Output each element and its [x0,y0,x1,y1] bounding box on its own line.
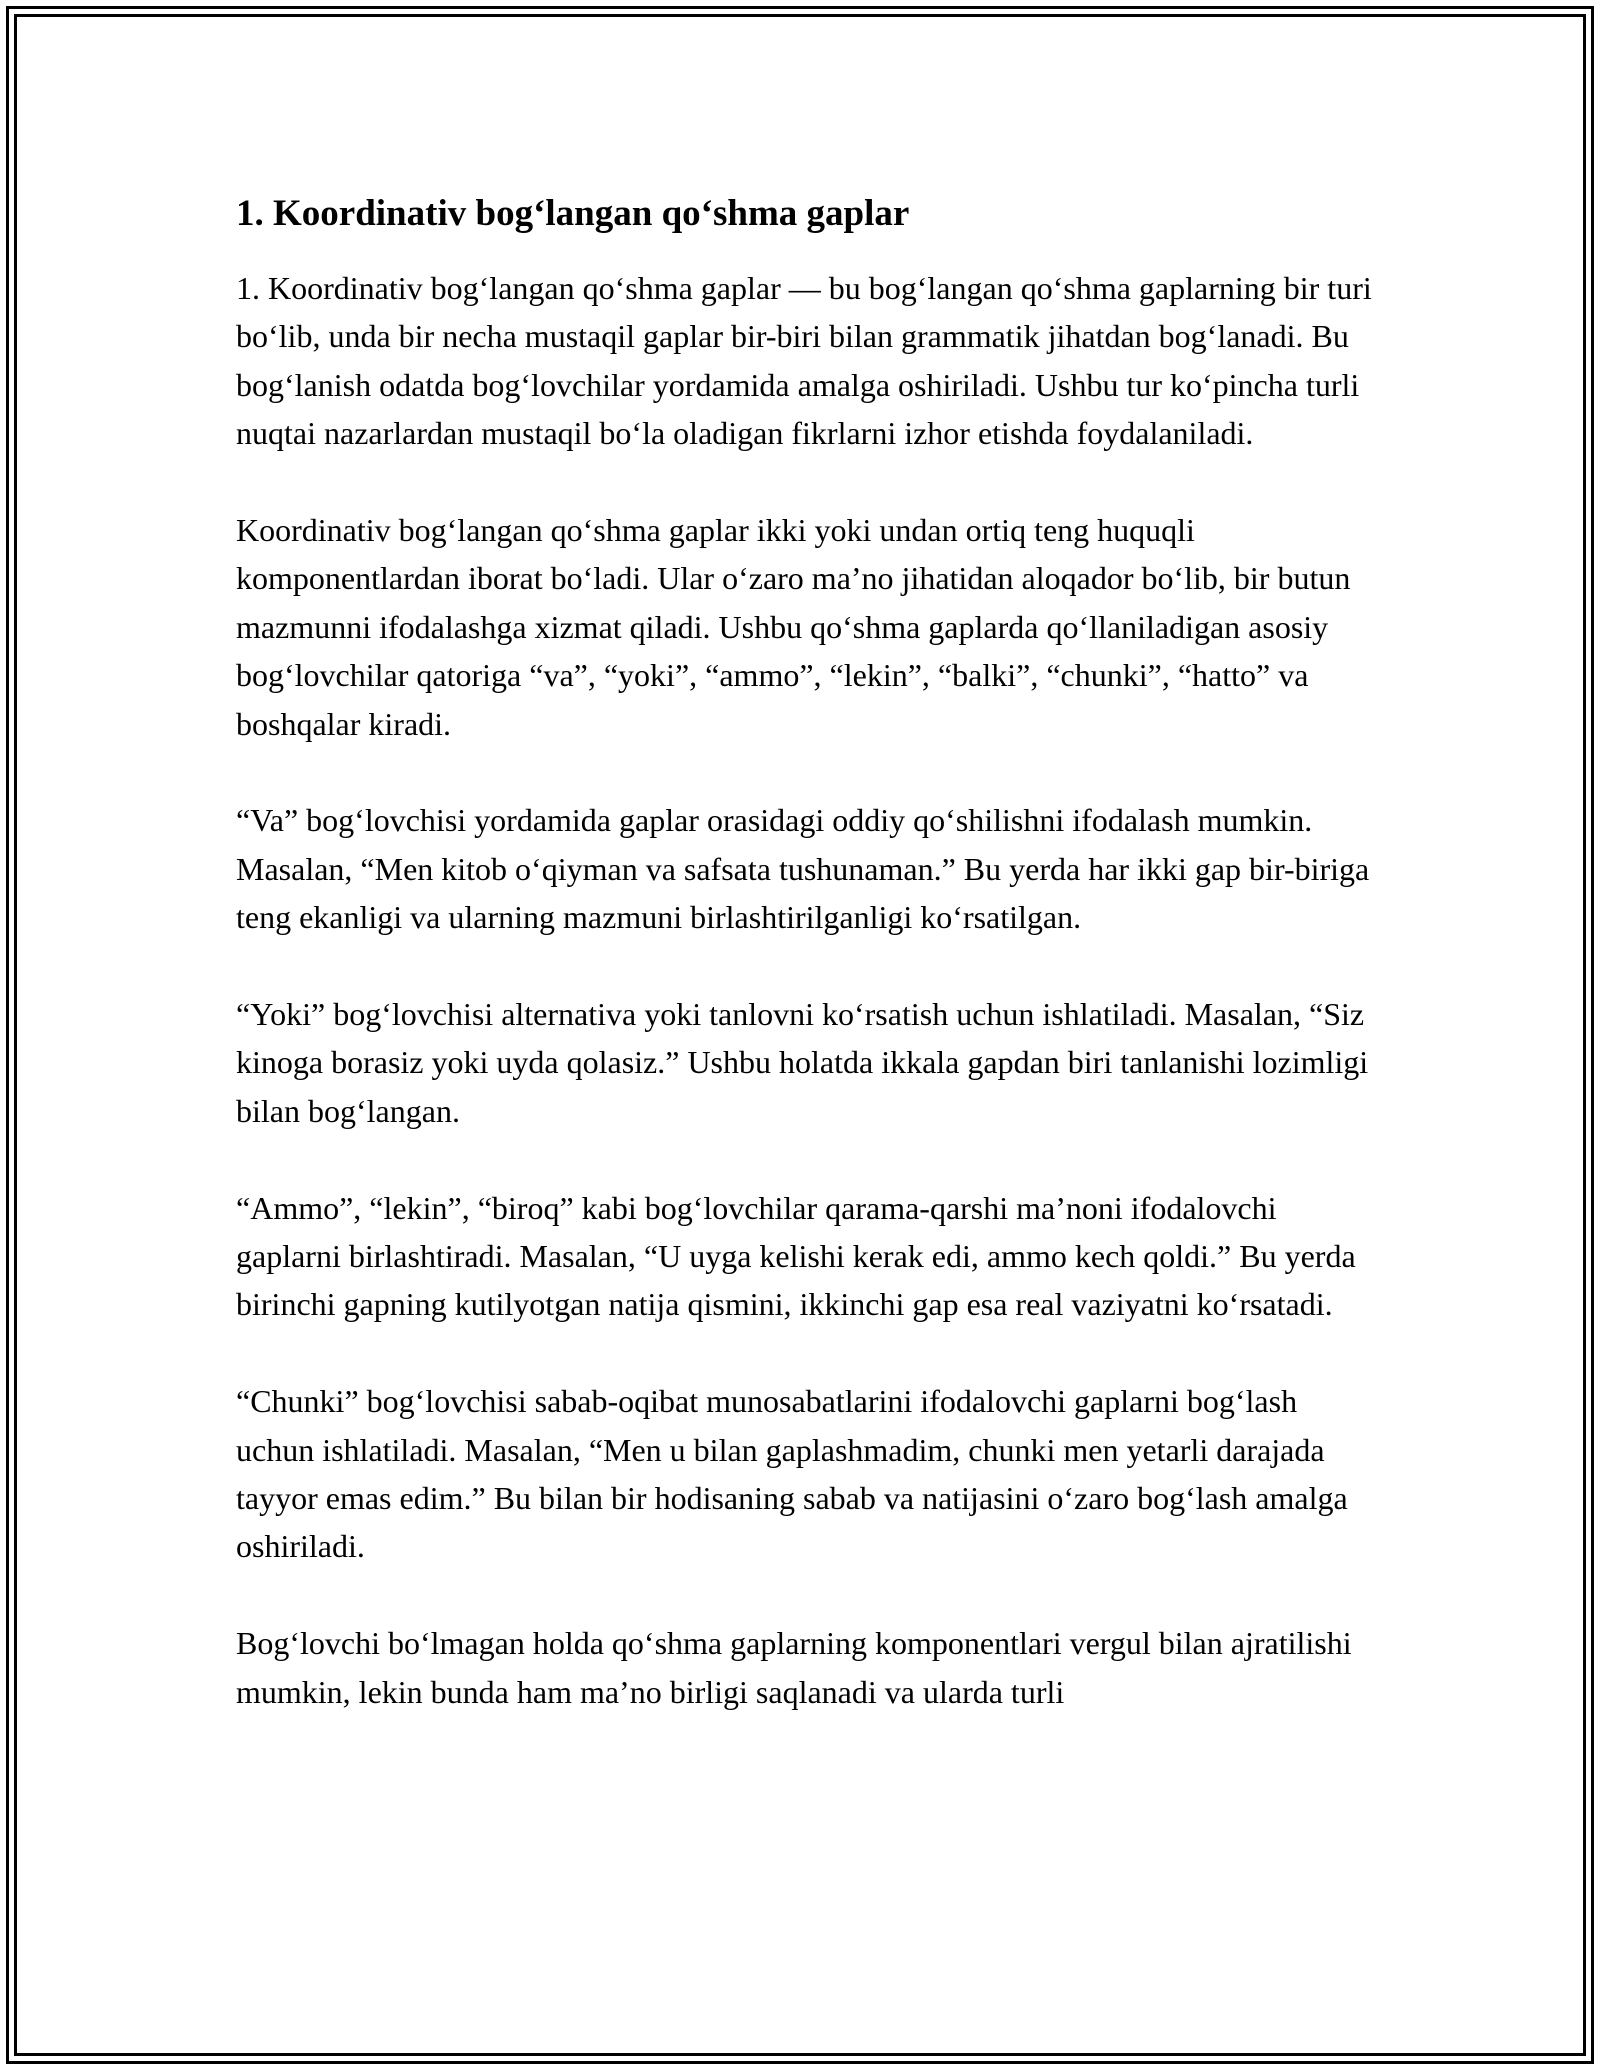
document-body [236,186,1376,1764]
paragraph-6: “Chunki” bog‘lovchisi sabab-oqibat munosabatlarini ifodalovchi gaplarni bog‘lash uchun ishlatiladi. Masalan, “Men u bilan gaplashmadim, chunki men yetarli darajada tayyor emas edim.” Bu bilan bir hodisaning sabab va natijasini o‘zaro bog‘lash amalga oshiriladi. [236,1383,1348,1565]
paragraph-1: 1. Koordinativ bog‘langan qo‘shma gaplar — bu bog‘langan qo‘shma gaplarning bir turi bo‘lib, unda bir necha mustaqil gaplar bir-biri bilan grammatik jihatdan bog‘lanadi. Bu bog‘lanish odatda bog‘lovchilar yordamida amalga oshiriladi. Ushbu tur ko‘pincha turli nuqtai nazarlardan mustaqil bo‘la oladigan fikrlarni izhor etishda foydalaniladi. [236,270,1372,452]
paragraph-4: “Yoki” bog‘lovchisi alternativa yoki tanlovni ko‘rsatish uchun ishlatiladi. Masalan, “Siz kinoga borasiz yoki uyda qolasiz.” Ushbu holatda ikkala gapdan biri tanlanishi lozimligi bilan bog‘langan. [236,996,1369,1129]
section-heading: 1. Koordinativ bog‘langan qo‘shma gaplar [236,193,910,234]
paragraph-2: Koordinativ bog‘langan qo‘shma gaplar ikki yoki undan ortiq teng huquqli komponentlardan iborat bo‘ladi. Ular o‘zaro ma’no jihatidan aloqador bo‘lib, bir butun mazmunni ifodalashga xizmat qiladi. Ushbu qo‘shma gaplarda qo‘llaniladigan asosiy bog‘lovchilar qatoriga “va”, “yoki”, “ammo”, “lekin”, “balki”, “chunki”, “hatto” va boshqalar kiradi. [236,512,1351,742]
paragraph-7: Bog‘lovchi bo‘lmagan holda qo‘shma gaplarning komponentlari vergul bilan ajratilishi mumkin, lekin bunda ham ma’no birligi saqlanadi va ularda turli [236,1625,1352,1710]
paragraph-3: “Va” bog‘lovchisi yordamida gaplar orasidagi oddiy qo‘shilishni ifodalash mumkin. Masalan, “Men kitob o‘qiyman va safsata tushunaman.” Bu yerda har ikki gap bir-biriga teng ekanligi va ularning mazmuni birlashtirilganligi ko‘rsatilgan. [236,802,1370,936]
paragraph-5: “Ammo”, “lekin”, “biroq” kabi bog‘lovchilar qarama-qarshi ma’noni ifodalovchi gaplarni birlashtiradi. Masalan, “U uyga kelishi kerak edi, ammo kech qoldi.” Bu yerda birinchi gapning kutilyotgan natija qismini, ikkinchi gap esa real vaziyatni ko‘rsatadi. [236,1189,1356,1323]
